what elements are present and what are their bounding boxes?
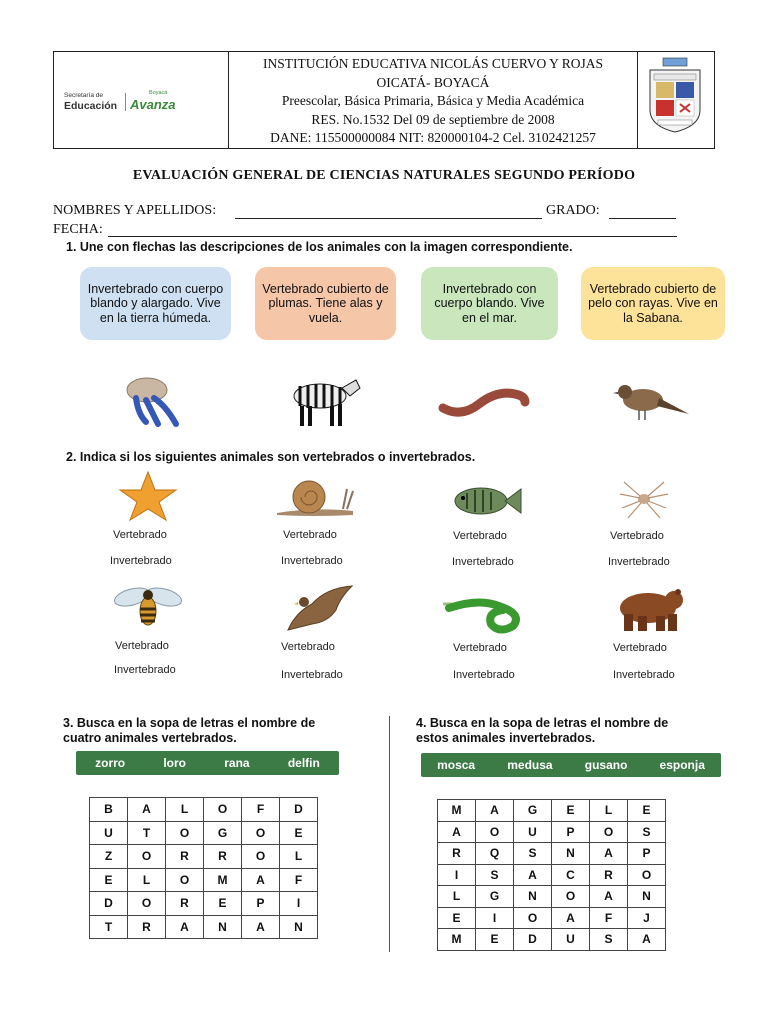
sparrow-icon[interactable] xyxy=(613,380,693,422)
letter-cell[interactable]: G xyxy=(204,821,242,845)
letter-cell[interactable]: O xyxy=(166,868,204,892)
letter-cell[interactable]: A xyxy=(514,864,552,886)
letter-cell[interactable]: S xyxy=(476,864,514,886)
question-4-heading-line1: 4. Busca en la sopa de letras el nombre de xyxy=(416,716,669,730)
question-3-heading-line1: 3. Busca en la sopa de letras el nombre de xyxy=(63,716,316,730)
letter-cell[interactable]: E xyxy=(552,800,590,822)
q3-row xyxy=(90,868,318,892)
logo-secretaria-text: Secretaría de xyxy=(64,92,104,99)
word-loro: loro xyxy=(163,756,187,770)
snake-icon[interactable] xyxy=(439,588,531,634)
letter-cell[interactable]: G xyxy=(514,800,552,822)
letter-cell[interactable]: U xyxy=(90,821,128,845)
eagle-icon[interactable] xyxy=(282,582,356,634)
word-rana: rana xyxy=(224,756,250,770)
letter-cell[interactable]: P xyxy=(552,821,590,843)
question-2-heading: 2. Indica si los siguientes animales son vertebrados o invertebrados. xyxy=(66,450,476,464)
letter-cell[interactable]: R xyxy=(438,843,476,865)
question-4-heading xyxy=(416,716,668,746)
letter-cell[interactable]: O xyxy=(242,845,280,869)
letter-cell[interactable]: L xyxy=(590,800,628,822)
bee-icon[interactable] xyxy=(112,581,184,631)
question-1-heading: 1. Une con flechas las descripciones de los animales con la imagen correspondiente. xyxy=(66,240,573,254)
bear-invertebrado[interactable]: Invertebrado xyxy=(613,669,675,681)
q3-row xyxy=(90,845,318,869)
letter-cell[interactable]: F xyxy=(280,868,318,892)
letter-cell[interactable]: E xyxy=(204,892,242,916)
letter-cell[interactable]: J xyxy=(628,907,666,929)
column-divider xyxy=(389,716,390,952)
letter-cell[interactable]: L xyxy=(166,798,204,822)
letter-cell[interactable]: O xyxy=(552,886,590,908)
page-title: EVALUACIÓN GENERAL DE CIENCIAS NATURALES SEGUNDO PERÍODO xyxy=(132,168,636,183)
letter-cell[interactable]: A xyxy=(242,915,280,939)
letter-cell[interactable]: A xyxy=(628,929,666,951)
letter-cell[interactable]: N xyxy=(628,886,666,908)
letter-cell[interactable]: U xyxy=(514,821,552,843)
letter-cell[interactable]: E xyxy=(476,929,514,951)
letter-cell[interactable]: F xyxy=(590,907,628,929)
word-mosca: mosca xyxy=(437,758,476,772)
institution-location: OICATÁ- BOYACÁ xyxy=(376,74,490,90)
bear-icon[interactable] xyxy=(612,586,686,634)
letter-cell[interactable]: O xyxy=(204,798,242,822)
school-crest xyxy=(637,52,714,148)
letter-cell[interactable]: A xyxy=(552,907,590,929)
word-delfin: delfin xyxy=(287,756,320,770)
letter-cell[interactable]: T xyxy=(128,821,166,845)
letter-cell[interactable]: M xyxy=(204,868,242,892)
letter-cell[interactable]: I xyxy=(438,864,476,886)
letter-cell[interactable]: S xyxy=(628,821,666,843)
letter-cell[interactable]: A xyxy=(438,821,476,843)
letter-cell[interactable]: S xyxy=(590,929,628,951)
letter-cell[interactable]: I xyxy=(476,907,514,929)
snail-icon[interactable] xyxy=(273,475,357,519)
letter-cell[interactable]: O xyxy=(476,821,514,843)
bee-invertebrado[interactable]: Invertebrado xyxy=(114,664,176,676)
fish-invertebrado[interactable]: Invertebrado xyxy=(452,556,514,568)
letter-cell[interactable]: E xyxy=(628,800,666,822)
institution-levels: Preescolar, Básica Primaria, Básica y Media Académica xyxy=(281,93,585,109)
bear-vertebrado[interactable]: Vertebrado xyxy=(613,642,667,654)
letter-cell[interactable]: A xyxy=(128,798,166,822)
letter-cell[interactable]: Q xyxy=(476,843,514,865)
letter-cell[interactable]: L xyxy=(128,868,166,892)
letter-cell[interactable]: G xyxy=(476,886,514,908)
letter-cell[interactable]: P xyxy=(628,843,666,865)
letter-cell[interactable]: O xyxy=(166,821,204,845)
letter-cell[interactable]: O xyxy=(628,864,666,886)
q4-row xyxy=(438,821,666,843)
letter-cell[interactable]: R xyxy=(166,892,204,916)
logo-avanza-text: Avanza xyxy=(130,97,176,112)
letter-cell[interactable]: E xyxy=(438,907,476,929)
institution-info xyxy=(228,52,638,151)
grado-input-line[interactable] xyxy=(609,218,676,219)
letter-cell[interactable]: S xyxy=(514,843,552,865)
starfish-icon[interactable] xyxy=(116,470,180,522)
letter-cell[interactable]: E xyxy=(280,821,318,845)
letter-cell[interactable]: D xyxy=(514,929,552,951)
letter-cell[interactable]: F xyxy=(242,798,280,822)
spider-invertebrado[interactable]: Invertebrado xyxy=(608,556,670,568)
vertebrados-word-bar xyxy=(76,751,339,775)
eagle-invertebrado[interactable]: Invertebrado xyxy=(281,669,343,681)
invertebrados-word-bar xyxy=(421,753,721,777)
letter-cell[interactable]: M xyxy=(438,800,476,822)
q4-row xyxy=(438,800,666,822)
q3-row xyxy=(90,892,318,916)
letter-cell[interactable]: L xyxy=(280,845,318,869)
snail-invertebrado[interactable]: Invertebrado xyxy=(281,555,343,567)
letter-cell[interactable]: A xyxy=(166,915,204,939)
letter-cell[interactable]: A xyxy=(590,886,628,908)
description-card-2[interactable]: Vertebrado cubierto de plumas. Tiene alas y vuela. xyxy=(255,267,396,340)
q4-row xyxy=(438,886,666,908)
letter-cell[interactable]: N xyxy=(514,886,552,908)
letter-cell[interactable]: P xyxy=(242,892,280,916)
q4-row xyxy=(438,864,666,886)
header-box xyxy=(53,51,715,149)
letter-cell[interactable]: E xyxy=(90,868,128,892)
word-search-grid-invertebrados xyxy=(437,799,666,951)
snail-vertebrado[interactable]: Vertebrado xyxy=(283,529,337,541)
word-medusa: medusa xyxy=(507,758,553,772)
description-card-4[interactable]: Vertebrado cubierto de pelo con rayas. Vive en la Sabana. xyxy=(581,267,725,340)
letter-cell[interactable]: N xyxy=(280,915,318,939)
letter-cell[interactable]: R xyxy=(590,864,628,886)
letter-cell[interactable]: A xyxy=(242,868,280,892)
institution-dane: DANE: 115500000084 NIT: 820000104-2 Cel. 3102421257 xyxy=(270,130,596,146)
question-3-heading-line2: cuatro animales vertebrados. xyxy=(63,731,237,745)
letter-cell[interactable]: O xyxy=(128,892,166,916)
word-zorro: zorro xyxy=(95,756,126,770)
q4-row xyxy=(438,843,666,865)
logo-educacion-text: Educación xyxy=(64,100,118,112)
q3-row xyxy=(90,915,318,939)
nombres-label: NOMBRES Y APELLIDOS: xyxy=(53,203,217,218)
question-4-heading-line2: estos animales invertebrados. xyxy=(416,731,596,745)
letter-cell[interactable]: T xyxy=(90,915,128,939)
grado-label: GRADO: xyxy=(546,203,600,218)
spider-vertebrado[interactable]: Vertebrado xyxy=(610,530,664,542)
question-3-heading xyxy=(63,716,315,746)
letter-cell[interactable]: M xyxy=(438,929,476,951)
starfish-vertebrado[interactable]: Vertebrado xyxy=(113,529,167,541)
letter-cell[interactable]: B xyxy=(90,798,128,822)
starfish-invertebrado[interactable]: Invertebrado xyxy=(110,555,172,567)
letter-cell[interactable]: R xyxy=(128,915,166,939)
nombres-input-line[interactable] xyxy=(235,218,542,219)
worm-icon[interactable] xyxy=(437,380,531,420)
zebra-icon[interactable] xyxy=(282,374,364,430)
q3-row xyxy=(90,798,318,822)
letter-cell[interactable]: O xyxy=(590,821,628,843)
letter-cell[interactable]: R xyxy=(166,845,204,869)
letter-cell[interactable]: N xyxy=(552,843,590,865)
description-card-1[interactable]: Invertebrado con cuerpo blando y alargado. Vive en la tierra húmeda. xyxy=(80,267,231,340)
letter-cell[interactable]: O xyxy=(514,907,552,929)
letter-cell[interactable]: D xyxy=(90,892,128,916)
jellyfish-icon[interactable] xyxy=(122,372,182,430)
q4-row xyxy=(438,929,666,951)
letter-cell[interactable]: R xyxy=(204,845,242,869)
secretaria-logo xyxy=(54,52,229,148)
letter-cell[interactable]: D xyxy=(280,798,318,822)
fecha-label: FECHA: xyxy=(53,222,103,237)
logo-boyaca-text: Boyacá xyxy=(149,90,168,96)
word-search-grid-vertebrados xyxy=(89,797,318,939)
crest-icon xyxy=(638,52,712,148)
letter-cell[interactable]: C xyxy=(552,864,590,886)
letter-cell[interactable]: O xyxy=(128,845,166,869)
letter-cell[interactable]: N xyxy=(204,915,242,939)
letter-cell[interactable]: O xyxy=(242,821,280,845)
description-card-3[interactable]: Invertebrado con cuerpo blando. Vive en el mar. xyxy=(421,267,558,340)
fecha-input-line[interactable] xyxy=(108,236,677,237)
eagle-vertebrado[interactable]: Vertebrado xyxy=(281,641,335,653)
word-gusano: gusano xyxy=(584,758,628,772)
snake-vertebrado[interactable]: Vertebrado xyxy=(453,642,507,654)
fish-icon[interactable] xyxy=(449,481,523,521)
bee-vertebrado[interactable]: Vertebrado xyxy=(115,640,169,652)
q4-row xyxy=(438,907,666,929)
letter-cell[interactable]: A xyxy=(590,843,628,865)
letter-cell[interactable]: I xyxy=(280,892,318,916)
letter-cell[interactable]: A xyxy=(476,800,514,822)
snake-invertebrado[interactable]: Invertebrado xyxy=(453,669,515,681)
word-esponja: esponja xyxy=(659,758,705,772)
letter-cell[interactable]: U xyxy=(552,929,590,951)
letter-cell[interactable]: L xyxy=(438,886,476,908)
logo-divider xyxy=(125,93,126,111)
fish-vertebrado[interactable]: Vertebrado xyxy=(453,530,507,542)
institution-resolution: RES. No.1532 Del 09 de septiembre de 2008 xyxy=(311,111,555,127)
institution-name: INSTITUCIÓN EDUCATIVA NICOLÁS CUERVO Y ROJAS xyxy=(262,56,604,71)
spider-icon[interactable] xyxy=(616,476,672,522)
q3-row xyxy=(90,821,318,845)
letter-cell[interactable]: Z xyxy=(90,845,128,869)
